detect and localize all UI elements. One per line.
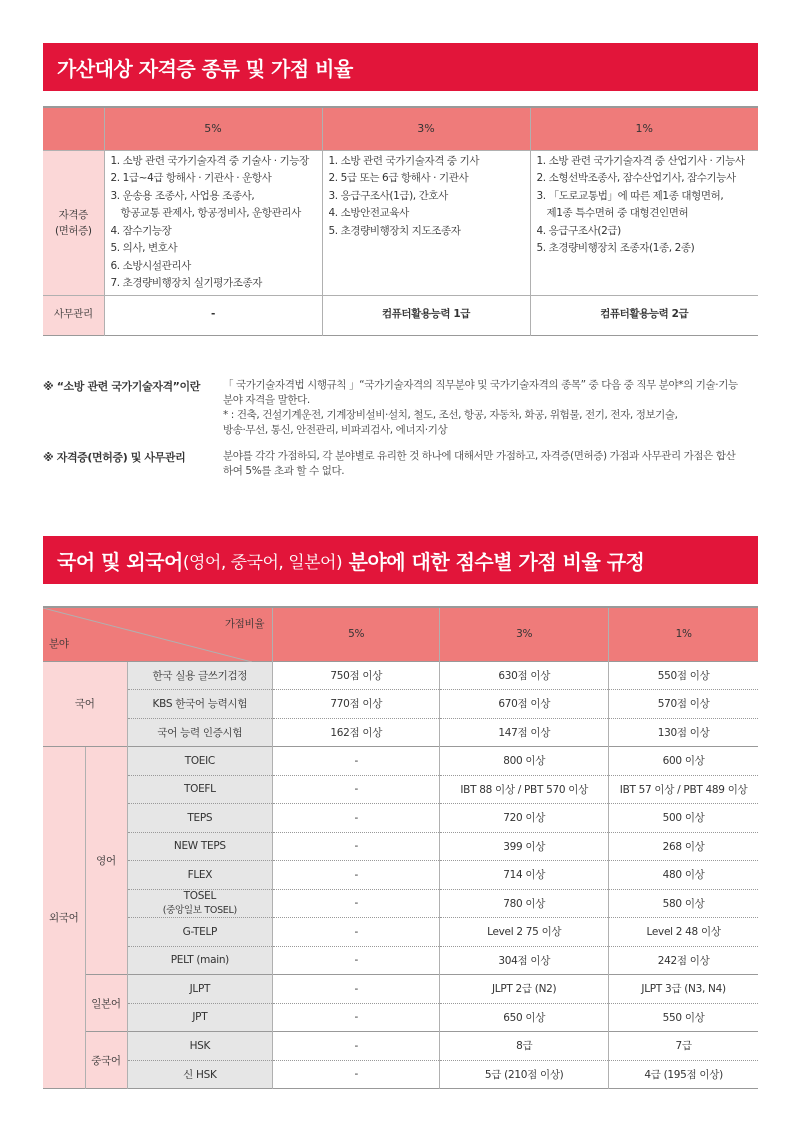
score-3pct: 147점 이상 — [440, 718, 609, 747]
score-3pct: 650 이상 — [440, 1003, 609, 1032]
table-row — [43, 661, 758, 690]
test-name-label: JPT — [192, 1011, 208, 1024]
cert-1-list — [530, 150, 758, 295]
cert-item: 4. 소방안전교육사 — [328, 207, 409, 219]
mgmt-1: 컴퓨터활용능력 2급 — [530, 295, 758, 335]
score-5pct: - — [273, 1060, 440, 1089]
cert-label: 자격증 (면허증) — [43, 150, 104, 295]
score-5pct: 770점 이상 — [273, 690, 440, 719]
score-3pct: 720 이상 — [440, 804, 609, 833]
score-3pct: 399 이상 — [440, 832, 609, 861]
table-row — [43, 1060, 758, 1089]
test-name — [127, 1032, 273, 1061]
score-1pct: 570점 이상 — [609, 690, 758, 719]
cert-item: 5. 초경량비행장치 지도조종자 — [328, 224, 461, 237]
test-name-label: PELT (main) — [170, 954, 229, 967]
test-name-label: NEW TEPS — [173, 840, 226, 853]
score-3pct: 670점 이상 — [440, 690, 609, 719]
score-5pct: - — [273, 747, 440, 776]
score-5pct: - — [273, 918, 440, 947]
score-3pct: 630점 이상 — [440, 661, 609, 690]
score-5pct: - — [273, 861, 440, 890]
cert-item: 5. 초경량비행장치 조종자(1종, 2종) — [536, 242, 695, 254]
cert-item: 6. 소방시설관리사 — [110, 259, 191, 272]
cert-item: 항공교통 관제사, 항공정비사, 운항관리사 — [120, 207, 301, 219]
cert-item: 1. 소방 관련 국가기술자격 중 기술사 · 기능장 — [110, 154, 309, 167]
test-name-label: HSK — [189, 1039, 211, 1052]
cert-item: 3. 「도로교통법」에 따른 제1종 대형면허, — [536, 189, 724, 202]
test-name — [127, 1003, 273, 1032]
section2-title-a: 국어 및 외국어 — [57, 549, 183, 574]
cert-item: 1. 소방 관련 국가기술자격 중 기사 — [328, 154, 480, 167]
test-name-label: FLEX — [187, 868, 213, 881]
section2-title-c: 분야에 대한 점수별 가점 비율 규정 — [342, 549, 645, 574]
score-5pct: - — [273, 804, 440, 833]
lang-header-3pct: 3% — [440, 607, 609, 661]
lang-header-1pct: 1% — [609, 607, 758, 661]
score-1pct: 580 이상 — [609, 889, 758, 918]
test-name-label: KBS 한국어 능력시험 — [152, 698, 248, 711]
header-1pct: 1% — [530, 107, 758, 150]
header-corner — [43, 607, 273, 661]
test-name — [127, 975, 273, 1004]
cert-3-list — [322, 150, 530, 295]
table-row — [43, 747, 758, 776]
test-name — [127, 690, 273, 719]
score-1pct: 7급 — [609, 1032, 758, 1061]
score-5pct: - — [273, 775, 440, 804]
score-5pct: - — [273, 1003, 440, 1032]
score-5pct: - — [273, 1032, 440, 1061]
language-table — [43, 606, 758, 1089]
score-1pct: JLPT 3급 (N3, N4) — [609, 975, 758, 1004]
note2-label: ※ 자격증(면허증) 및 사무관리 — [43, 451, 186, 464]
note1-line1: 「 국가기술자격법 시행규칙 」“국가기술자격의 직무분야 및 국가기술자격의 종목” 중 다음 중 직무 분야*의 기술·기능 — [223, 379, 738, 391]
table-row — [43, 832, 758, 861]
score-1pct: 4급 (195점 이상) — [609, 1060, 758, 1089]
header-empty — [43, 107, 104, 150]
score-3pct: 780 이상 — [440, 889, 609, 918]
score-1pct: IBT 57 이상 / PBT 489 이상 — [609, 775, 758, 804]
corner-bottom-label: 분야 — [49, 637, 69, 650]
test-name — [127, 747, 273, 776]
lang-header-5pct: 5% — [273, 607, 440, 661]
cert-item: 2. 소형선박조종사, 잠수산업기사, 잠수기능사 — [536, 172, 736, 184]
table-row — [43, 889, 758, 918]
test-name — [127, 804, 273, 833]
score-1pct: Level 2 48 이상 — [609, 918, 758, 947]
cert-5-list — [104, 150, 322, 295]
test-name — [127, 946, 273, 975]
score-3pct: 8급 — [440, 1032, 609, 1061]
table-row — [43, 1003, 758, 1032]
section1-title: 가산대상 자격증 종류 및 가점 비율 — [57, 56, 353, 81]
test-name — [127, 861, 273, 890]
mgmt-5: - — [104, 295, 322, 335]
cert-table — [43, 106, 758, 336]
table-row — [43, 918, 758, 947]
test-name-label: TEPS — [187, 811, 213, 824]
section2-title-bar — [43, 536, 758, 584]
test-name-label: G-TELP — [182, 925, 218, 938]
table-row — [43, 861, 758, 890]
mgmt-3: 컴퓨터활용능력 1급 — [322, 295, 530, 335]
score-3pct: 714 이상 — [440, 861, 609, 890]
table-row — [43, 690, 758, 719]
test-name — [127, 832, 273, 861]
score-3pct: Level 2 75 이상 — [440, 918, 609, 947]
score-3pct: IBT 88 이상 / PBT 570 이상 — [440, 775, 609, 804]
score-1pct: 500 이상 — [609, 804, 758, 833]
cert-table-header — [43, 107, 758, 150]
note1-body — [223, 378, 758, 438]
note2-body — [223, 449, 758, 479]
corner-top-label: 가점비율 — [224, 618, 265, 630]
test-name — [127, 718, 273, 747]
cert-item: 3. 운송용 조종사, 사업용 조종사, — [110, 189, 255, 202]
corner-diagonal — [43, 608, 252, 662]
note1-line3: * : 건축, 건설기계운전, 기계장비설비·설치, 철도, 조선, 항공, 자동차, 화공, 위험물, 전기, 전자, 정보기술, — [223, 409, 678, 421]
test-name — [127, 918, 273, 947]
table-row — [43, 775, 758, 804]
test-name-label: JLPT — [189, 982, 211, 995]
test-name-label: 국어 능력 인증시험 — [157, 726, 243, 739]
subcategory-chinese: 중국어 — [85, 1032, 127, 1089]
section1-title-bar — [43, 43, 758, 91]
score-5pct: - — [273, 946, 440, 975]
test-name-sub: (중앙일보 TOSEL) — [162, 905, 237, 917]
category-korean: 국어 — [43, 661, 127, 747]
mgmt-label: 사무관리 — [43, 295, 104, 335]
score-1pct: 550 이상 — [609, 1003, 758, 1032]
score-5pct: - — [273, 975, 440, 1004]
cert-item: 7. 초경량비행장치 실기평가조종자 — [110, 277, 262, 289]
score-5pct: - — [273, 832, 440, 861]
score-1pct: 550점 이상 — [609, 661, 758, 690]
score-1pct: 242점 이상 — [609, 946, 758, 975]
score-1pct: 130점 이상 — [609, 718, 758, 747]
score-3pct: 5급 (210점 이상) — [440, 1060, 609, 1089]
test-name — [127, 889, 273, 918]
language-table-header — [43, 607, 758, 661]
note2-line2: 하여 5%를 초과 할 수 없다. — [223, 465, 345, 477]
score-3pct: JLPT 2급 (N2) — [440, 975, 609, 1004]
cert-item: 4. 응급구조사(2급) — [536, 224, 621, 237]
cert-item: 2. 5급 또는 6급 항해사 · 기관사 — [328, 172, 469, 184]
score-1pct: 600 이상 — [609, 747, 758, 776]
table-row — [43, 1032, 758, 1061]
note1-line2: 분야 자격을 말한다. — [223, 394, 310, 406]
score-1pct: 480 이상 — [609, 861, 758, 890]
note1-line4: 방송·무선, 통신, 안전관리, 비파괴검사, 에너지·기상 — [223, 424, 448, 436]
category-foreign: 외국어 — [43, 747, 85, 1089]
test-name-label: TOSEL — [183, 890, 216, 903]
table-row — [43, 804, 758, 833]
test-name-label: 한국 실용 글쓰기검정 — [152, 669, 248, 682]
test-name — [127, 775, 273, 804]
test-name-label: TOEFL — [183, 783, 216, 796]
cert-item: 2. 1급~4급 항해사 · 기관사 · 운항사 — [110, 172, 272, 184]
table-row — [43, 975, 758, 1004]
score-5pct: - — [273, 889, 440, 918]
mgmt-row — [43, 295, 758, 335]
table-row — [43, 718, 758, 747]
test-name — [127, 661, 273, 690]
cert-row — [43, 150, 758, 295]
score-5pct: 750점 이상 — [273, 661, 440, 690]
cert-item: 1. 소방 관련 국가기술자격 중 산업기사 · 기능사 — [536, 154, 745, 167]
header-5pct: 5% — [104, 107, 322, 150]
test-name-label: TOEIC — [184, 754, 215, 767]
subcategory-english: 영어 — [85, 747, 127, 975]
cert-item: 5. 의사, 변호사 — [110, 242, 178, 254]
header-3pct: 3% — [322, 107, 530, 150]
cert-item: 4. 잠수기능장 — [110, 224, 172, 237]
score-1pct: 268 이상 — [609, 832, 758, 861]
table-row — [43, 946, 758, 975]
cert-item: 3. 응급구조사(1급), 간호사 — [328, 189, 448, 202]
subcategory-japanese: 일본어 — [85, 975, 127, 1032]
test-name — [127, 1060, 273, 1089]
note2-line1: 분야를 각각 가점하되, 각 분야별로 유리한 것 하나에 대해서만 가점하고, 자격증(면허증) 가점과 사무관리 가점은 합산 — [223, 450, 736, 462]
score-5pct: 162점 이상 — [273, 718, 440, 747]
section2-title-b: (영어, 중국어, 일본어) — [182, 552, 343, 573]
test-name-label: 신 HSK — [183, 1068, 217, 1081]
cert-item: 제1종 특수면허 중 대형견인면허 — [546, 207, 689, 219]
score-3pct: 304점 이상 — [440, 946, 609, 975]
score-3pct: 800 이상 — [440, 747, 609, 776]
note1-label: ※ “소방 관련 국가기술자격”이란 — [43, 380, 200, 393]
